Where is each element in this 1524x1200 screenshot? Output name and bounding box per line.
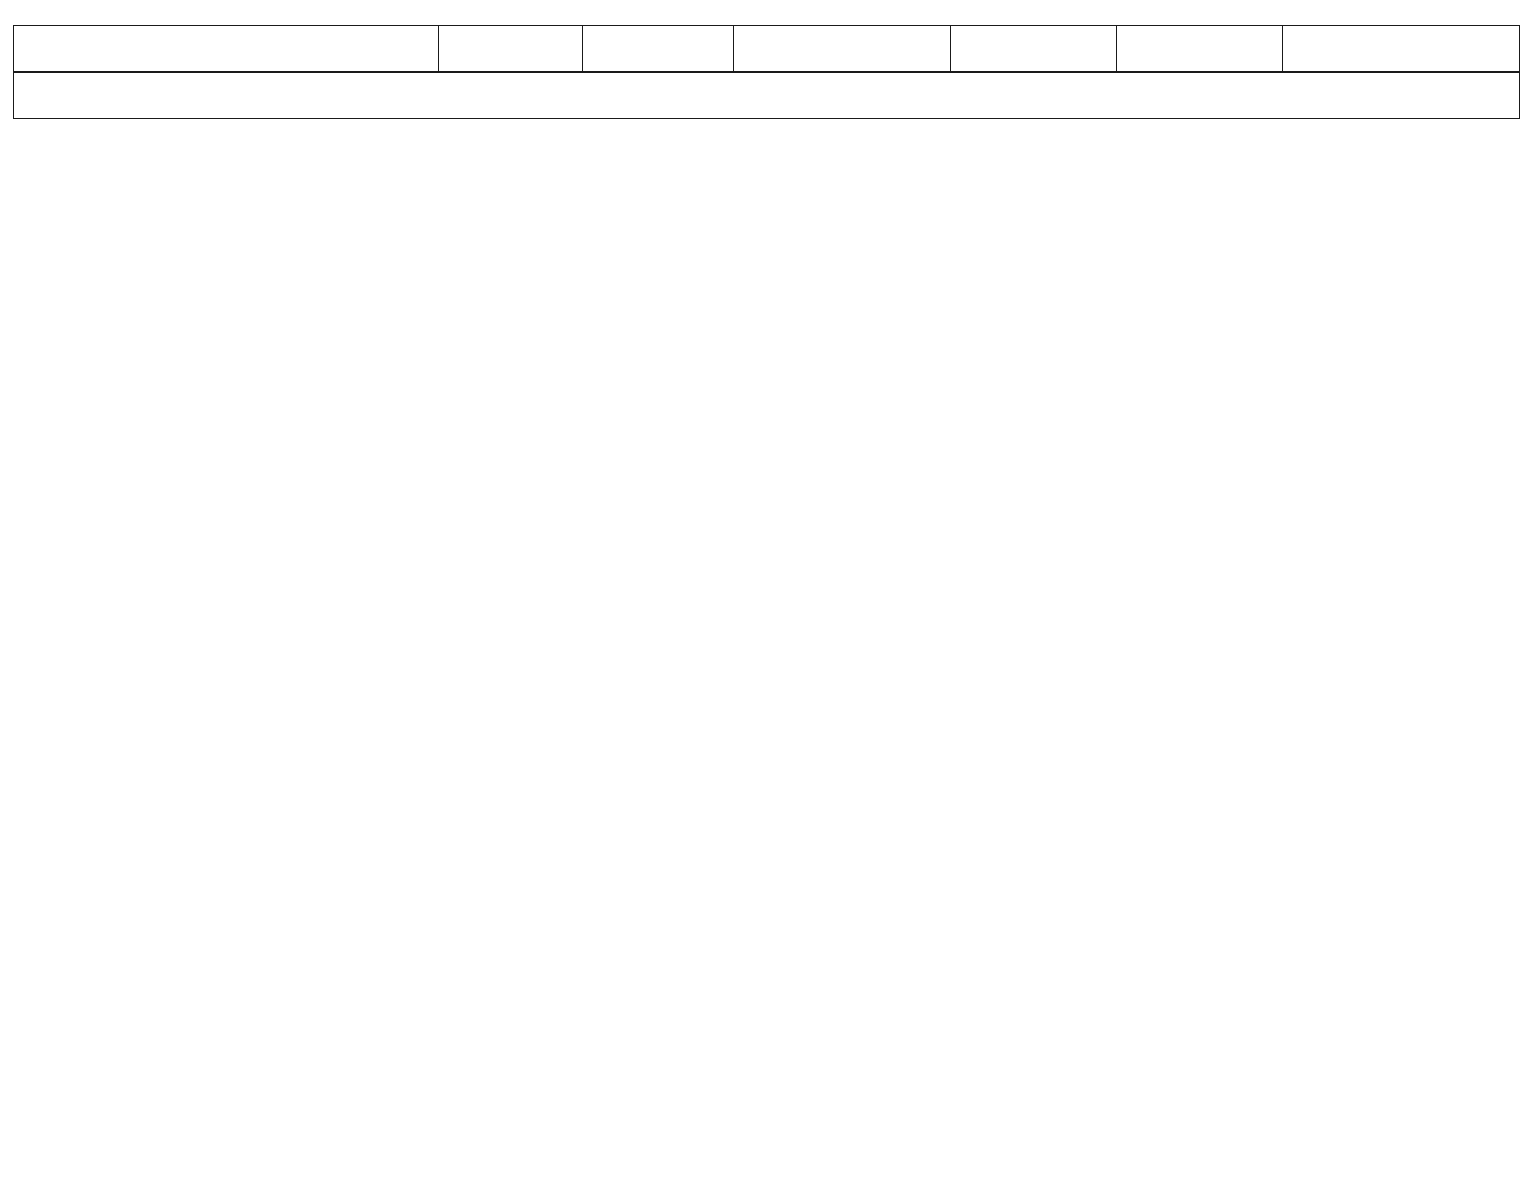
section-row-storage bbox=[14, 72, 1520, 119]
header-model bbox=[1117, 26, 1283, 73]
header-model bbox=[1283, 26, 1520, 73]
header-model bbox=[439, 26, 583, 73]
header-model bbox=[951, 26, 1117, 73]
header-model-highlighted bbox=[734, 26, 951, 73]
table-body bbox=[14, 26, 1520, 119]
header-row bbox=[14, 26, 1520, 73]
header-model bbox=[583, 26, 734, 73]
spec-table bbox=[13, 25, 1520, 119]
section-title-storage bbox=[14, 72, 1520, 119]
header-label bbox=[14, 26, 439, 73]
